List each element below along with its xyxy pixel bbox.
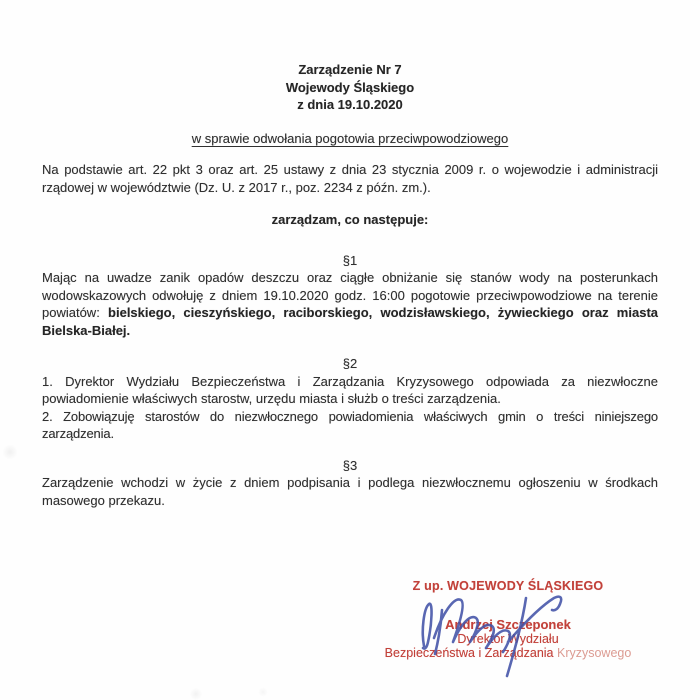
order-clause: zarządzam, co następuje: bbox=[271, 212, 429, 227]
document-title bbox=[42, 61, 658, 114]
section-2-item-2: 2. Zobowiązuję starostów do niezwłocznego powiadomienia właściwych gmin o treści niniejszego zarządzenia. bbox=[42, 408, 658, 441]
department-main-text: Bezpieczeństwa i Zarządzania bbox=[384, 646, 557, 660]
signature-gap bbox=[358, 595, 658, 618]
section-1-lead-text: Mając na uwadze zanik opadów deszczu oraz ciągłe obniżanie się stanów wody na posterunkach wodowskazowych odwołuję z dniem 19.10.2020 godz. 16:00 pogotowie przeciwpowodziowe na terenie powiatów: bbox=[42, 270, 658, 320]
signatory-name: Andrzej Szczeponek bbox=[445, 617, 571, 632]
department-faded-text: Kryzysowego bbox=[556, 646, 632, 660]
title-line-date: z dnia 19.10.2020 bbox=[297, 97, 403, 112]
section-1-paragraph bbox=[42, 269, 658, 339]
section-1-emphasis-text: bielskiego, cieszyńskiego, raciborskiego, wodzisławskiego, żywieckiego oraz miasta Bielska-Białej. bbox=[42, 305, 659, 338]
signatory-department bbox=[358, 646, 658, 660]
signature-block bbox=[358, 578, 658, 660]
section-2-heading: §2 bbox=[342, 356, 358, 371]
section-3-heading: §3 bbox=[342, 457, 358, 473]
section-1-heading: §1 bbox=[342, 252, 358, 268]
title-line-number: Zarządzenie Nr 7 bbox=[298, 62, 402, 77]
title-line-authority: Wojewody Śląskiego bbox=[285, 79, 415, 95]
document-subject: w sprawie odwołania pogotowia przeciwpowodziowego bbox=[191, 130, 509, 146]
section-2-item-1: 1. Dyrektor Wydziału Bezpieczeństwa i Zarządzania Kryzysowego odpowiada za niezwłoczne powiadomienie właściwych starostw, urzędu miasta i służb o treści zarządzenia. bbox=[42, 373, 658, 406]
signature-authority-line: Z up. WOJEWODY ŚLĄSKIEGO bbox=[412, 579, 604, 593]
section-3-paragraph: Zarządzenie wchodzi w życie z dniem podpisania i podlega niezwłocznemu ogłoszeniu w środkach masowego przekazu. bbox=[42, 475, 658, 508]
preamble-paragraph: Na podstawie art. 22 pkt 3 oraz art. 25 ustawy z dnia 23 stycznia 2009 r. o wojewodzie i administracji rządowej w województwie (Dz. U. z 2017 r., poz. 2234 z późn. zm.). bbox=[42, 162, 658, 195]
signatory-role: Dyrektor Wydziału bbox=[457, 632, 559, 646]
